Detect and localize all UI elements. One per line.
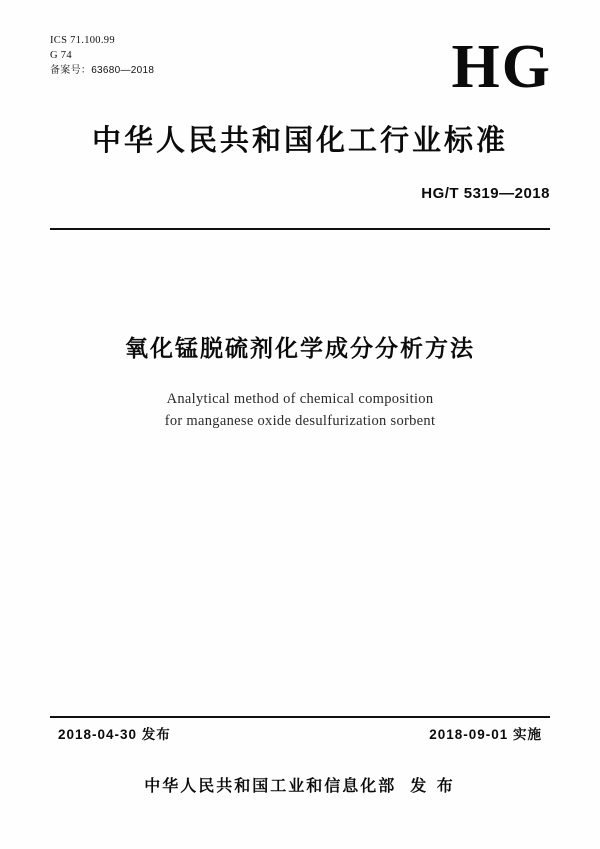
issue-date: 2018-04-30 发布 [58, 727, 171, 742]
top-divider [50, 228, 550, 230]
standard-number: HG/T 5319—2018 [421, 185, 550, 202]
ics-code: ICS 71.100.99 [50, 35, 115, 46]
classification-block [50, 33, 154, 78]
standard-series-title: 中华人民共和国化工行业标准 [91, 125, 508, 157]
bottom-divider [50, 716, 550, 718]
document-title-chinese: 氧化锰脱硫剂化学成分分析方法 [125, 335, 475, 361]
hg-logo: HG [451, 33, 552, 101]
document-title-english [0, 388, 600, 432]
document-title-english-line2: for manganese oxide desulfurization sorbent [164, 413, 436, 429]
effective-date: 2018-09-01 实施 [429, 727, 542, 742]
ccs-code: G 74 [50, 50, 72, 61]
publisher-verb: 发 布 [410, 778, 456, 795]
record-number: 备案号：63680—2018 [50, 65, 155, 76]
publisher-name: 中华人民共和国工业和信息化部 [144, 778, 397, 795]
publisher-line [0, 773, 600, 796]
document-title-english-line1: Analytical method of chemical composition [166, 391, 434, 407]
